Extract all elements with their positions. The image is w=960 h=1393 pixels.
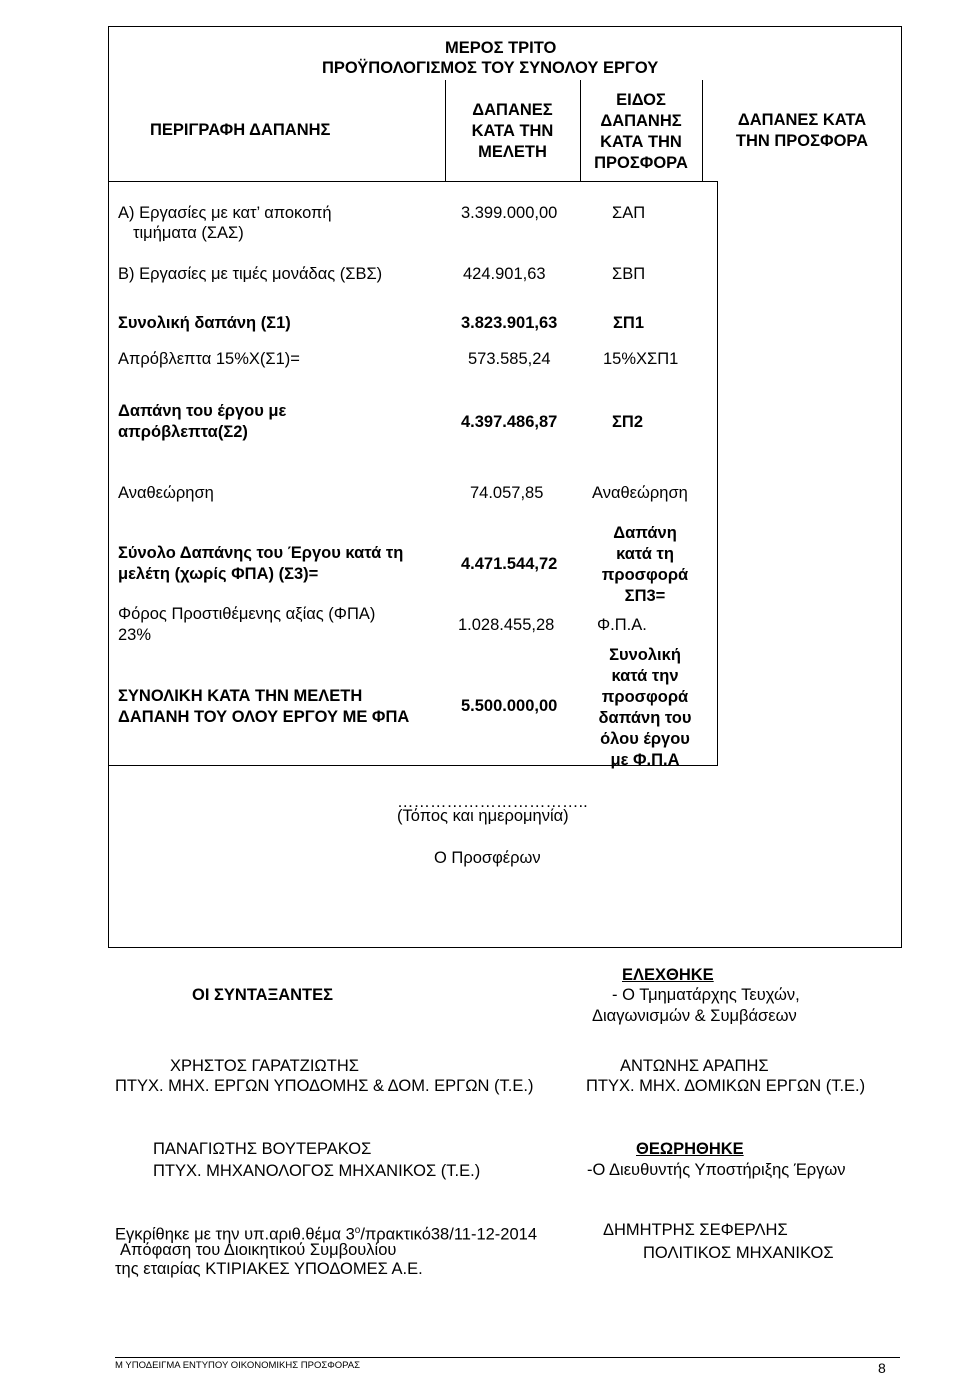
- approval-sup: ο: [354, 1225, 361, 1236]
- header-divider-3: [702, 80, 703, 181]
- approval-line-2: Απόφαση του Διοικητικού Συμβουλίου: [120, 1241, 397, 1259]
- row6-desc: Αναθεώρηση: [118, 484, 214, 502]
- row5-desc-cont: απρόβλεπτα(Σ2): [118, 423, 248, 441]
- header-study-costs-line: ΔΑΠΑΝΕΣ: [472, 101, 553, 119]
- row1-desc-cont: τιμήματα (ΣΑΣ): [133, 224, 244, 242]
- place-date-label: (Τόπος και ημερομηνία): [397, 807, 569, 825]
- approval-text: Εγκρίθηκε με την υπ.αριθ.θέμα 3: [115, 1225, 355, 1244]
- row9-code-line: κατά την: [611, 667, 679, 685]
- row5-value: 4.397.486,87: [461, 413, 558, 431]
- row8-desc-cont: 23%: [118, 626, 152, 644]
- row1-value: 3.399.000,00: [461, 204, 558, 222]
- header-offer-costs-line: ΔΑΠΑΝΕΣ ΚΑΤΑ: [737, 111, 867, 129]
- row3-code: ΣΠ1: [613, 314, 644, 332]
- row7-desc: Σύνολο Δαπάνης του Έργου κατά τη: [118, 544, 404, 562]
- row9-code-line: δαπάνη του: [598, 709, 692, 727]
- row5-code: ΣΠ2: [612, 413, 643, 431]
- checked-role-2: Διαγωνισμών & Συμβάσεων: [592, 1007, 797, 1025]
- row9-code-line: προσφορά: [601, 688, 689, 706]
- row9-value: 5.500.000,00: [461, 697, 558, 715]
- row8-desc: Φόρος Προστιθέμενης αξίας (ΦΠΑ): [118, 605, 376, 623]
- header-divider-1: [445, 80, 446, 181]
- row4-code: 15%ΧΣΠ1: [603, 350, 679, 368]
- row9-code-line: με Φ.Π.Α: [610, 751, 680, 769]
- row2-desc: Β) Εργασίες με τιμές μονάδας (ΣΒΣ): [118, 265, 383, 283]
- row7-desc-cont: μελέτη (χωρίς ΦΠΑ) (Σ3)=: [118, 565, 319, 583]
- header-offer-type-line: ΚΑΤΑ ΤΗΝ: [600, 133, 682, 151]
- footer-text: Μ ΥΠΟΔΕΙΓΜΑ ΕΝΤΥΠΟΥ ΟΙΚΟΝΟΜΙΚΗΣ ΠΡΟΣΦΟΡΑΣ: [115, 1360, 361, 1371]
- page-number: 8: [878, 1360, 886, 1376]
- header-offer-costs: [706, 110, 898, 152]
- header-offer-type-line: ΠΡΟΣΦΟΡΑ: [594, 154, 688, 172]
- row7-value: 4.471.544,72: [461, 555, 558, 573]
- approval-line-3: της εταιρίας ΚΤΙΡΙΑΚΕΣ ΥΠΟΔΟΜΕΣ Α.Ε.: [115, 1260, 423, 1278]
- row4-value: 573.585,24: [468, 350, 551, 368]
- row6-code: Αναθεώρηση: [592, 484, 688, 502]
- header-study-costs-line: ΚΑΤΑ ΤΗΝ: [471, 122, 554, 140]
- checker-name: ΑΝΤΩΝΗΣ ΑΡΑΠΗΣ: [620, 1057, 769, 1075]
- row5-desc: Δαπάνη του έργου με: [118, 402, 287, 420]
- director-name: ΔΗΜΗΤΡΗΣ ΣΕΦΕΡΛΗΣ: [603, 1221, 788, 1239]
- row7-code-line: κατά τη: [616, 545, 674, 563]
- row3-value: 3.823.901,63: [461, 314, 558, 332]
- row4-desc: Απρόβλεπτα 15%Χ(Σ1)=: [118, 350, 300, 368]
- row1-desc: Α) Εργασίες με κατ’ αποκοπή: [118, 204, 332, 222]
- header-study-costs-line: ΜΕΛΕΤΗ: [478, 143, 547, 161]
- row7-code-line: ΣΠ3=: [624, 587, 666, 605]
- row7-code-line: Δαπάνη: [613, 524, 677, 542]
- header-offer-type-line: ΔΑΠΑΝΗΣ: [600, 112, 682, 130]
- header-description: ΠΕΡΙΓΡΑΦΗ ΔΑΠΑΝΗΣ: [150, 121, 331, 139]
- place-date-dots: ……………………………..: [397, 793, 588, 811]
- header-offer-costs-line: ΤΗΝ ΠΡΟΣΦΟΡΑ: [735, 132, 869, 150]
- header-offer-type: [582, 90, 700, 174]
- header-divider-2: [580, 80, 581, 181]
- row9-code: [580, 645, 710, 771]
- row9-code-line: όλου έργου: [600, 730, 690, 748]
- checked-title: ΕΛΕΧΘΗΚΕ: [622, 966, 714, 984]
- row9-desc: ΣΥΝΟΛΙΚΗ ΚΑΤΑ ΤΗΝ ΜΕΛΕΤΗ: [118, 687, 363, 705]
- checker-title: ΠΤΥΧ. ΜΗΧ. ΔΟΜΙΚΩΝ ΕΡΓΩΝ (Τ.Ε.): [586, 1077, 866, 1095]
- row3-desc: Συνολική δαπάνη (Σ1): [118, 314, 291, 332]
- reviewed-title: ΘΕΩΡΗΘΗΚΕ: [636, 1140, 744, 1158]
- rows-right-border: [717, 181, 718, 766]
- header-study-costs: [450, 100, 575, 163]
- bidder-label: Ο Προσφέρων: [434, 849, 541, 867]
- row1-code: ΣΑΠ: [612, 204, 646, 222]
- row9-code-line: Συνολική: [609, 646, 681, 664]
- author1-title: ΠΤΥΧ. ΜΗΧ. ΕΡΓΩΝ ΥΠΟΔΟΜΗΣ & ΔΟΜ. ΕΡΓΩΝ (Τ.Ε.): [115, 1077, 534, 1095]
- row2-value: 424.901,63: [463, 265, 546, 283]
- row2-code: ΣΒΠ: [612, 265, 646, 283]
- checked-role-1: - Ο Τμηματάρχης Τευχών,: [612, 986, 800, 1004]
- row9-desc-cont: ΔΑΠΑΝΗ ΤΟΥ ΟΛΟΥ ΕΡΓΟΥ ΜΕ ΦΠΑ: [118, 708, 410, 726]
- author2-title: ΠΤΥΧ. ΜΗΧΑΝΟΛΟΓΟΣ ΜΗΧΑΝΙΚΟΣ (Τ.Ε.): [153, 1162, 481, 1180]
- author1-name: ΧΡΗΣΤΟΣ ΓΑΡΑΤΖΙΩΤΗΣ: [170, 1057, 359, 1075]
- row8-code: Φ.Π.Α.: [597, 616, 647, 634]
- page-title-line1: ΜΕΡΟΣ ΤΡΙΤΟ: [445, 39, 557, 57]
- row7-code: [585, 523, 705, 607]
- footer-rule: [115, 1357, 900, 1358]
- header-offer-type-line: ΕΙΔΟΣ: [616, 91, 666, 109]
- director-title: ΠΟΛΙΤΙΚΟΣ ΜΗΧΑΝΙΚΟΣ: [643, 1244, 834, 1262]
- row8-value: 1.028.455,28: [458, 616, 555, 634]
- approval-text-b: /πρακτικό38/11-12-2014: [360, 1225, 537, 1244]
- rows-top-border: [108, 181, 718, 182]
- reviewed-role: -Ο Διευθυντής Υποστήριξης Έργων: [587, 1161, 846, 1179]
- row7-code-line: προσφορά: [601, 566, 689, 584]
- page-title-line2: ΠΡΟΫΠΟΛΟΓΙΣΜΟΣ ΤΟΥ ΣΥΝΟΛΟΥ ΕΡΓΟΥ: [322, 59, 659, 77]
- author2-name: ΠΑΝΑΓΙΩΤΗΣ ΒΟΥΤΕΡΑΚΟΣ: [153, 1140, 372, 1158]
- row6-value: 74.057,85: [470, 484, 544, 502]
- authors-title: ΟΙ ΣΥΝΤΑΞΑΝΤΕΣ: [192, 986, 334, 1004]
